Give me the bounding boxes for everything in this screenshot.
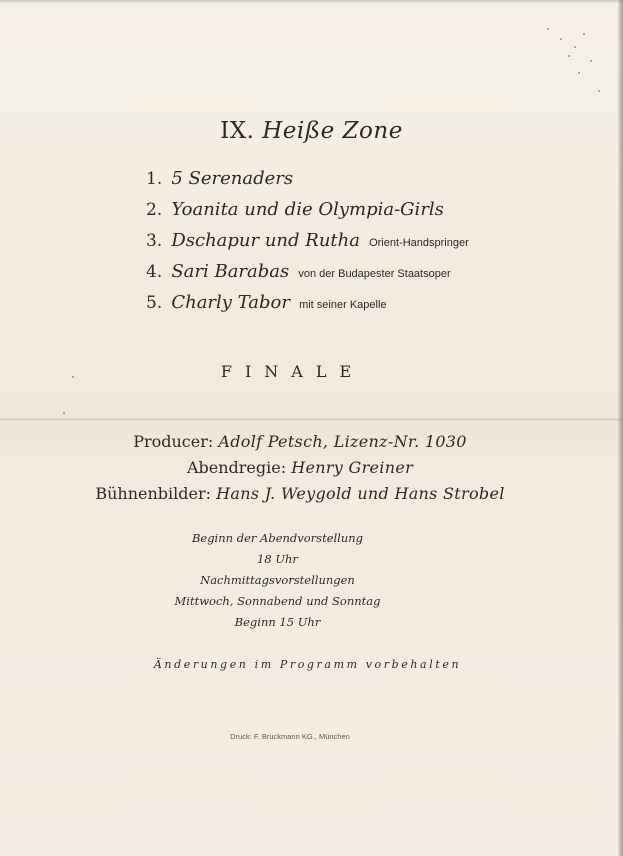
item-number: 5. bbox=[146, 293, 163, 313]
schedule-line: Mittwoch, Sonnabend und Sonntag bbox=[174, 594, 381, 608]
item-name: Sari Barabas bbox=[171, 261, 290, 282]
credit-value: Hans J. Weygold und Hans Strobel bbox=[216, 484, 505, 503]
schedule-line: Beginn 15 Uhr bbox=[234, 615, 321, 629]
item-description: Orient-Handspringer bbox=[369, 237, 469, 249]
credit-line bbox=[0, 458, 600, 484]
paper-speck bbox=[568, 55, 570, 57]
act-number: IX. bbox=[220, 118, 255, 144]
credit-label: Producer: bbox=[133, 432, 214, 451]
credit-label: Abendregie: bbox=[186, 458, 287, 477]
credit-line bbox=[0, 484, 600, 510]
item-name: Dschapur und Rutha bbox=[171, 230, 360, 251]
finale-heading: FINALE bbox=[220, 362, 365, 381]
act-heading bbox=[0, 118, 623, 144]
paper-top-edge bbox=[0, 0, 623, 4]
credit-label: Bühnenbilder: bbox=[95, 484, 212, 503]
program-list bbox=[146, 168, 606, 323]
list-item bbox=[146, 261, 606, 292]
item-description: von der Budapester Staatsoper bbox=[298, 268, 451, 280]
paper-speck bbox=[574, 46, 576, 48]
item-name: Yoanita und die Olympia-Girls bbox=[171, 199, 444, 220]
act-title: Heiße Zone bbox=[262, 118, 403, 144]
credit-value: Adolf Petsch, Lizenz-Nr. 1030 bbox=[218, 432, 467, 451]
item-description: mit seiner Kapelle bbox=[299, 299, 387, 311]
list-item bbox=[146, 199, 606, 230]
credit-value: Henry Greiner bbox=[291, 458, 414, 477]
item-name: 5 Serenaders bbox=[171, 168, 294, 189]
paper-speck bbox=[560, 38, 562, 40]
schedule-line: 18 Uhr bbox=[257, 552, 298, 566]
printer-imprint: Druck: F. Bruckmann KG., München bbox=[230, 732, 350, 741]
paper-speck bbox=[63, 412, 65, 414]
paper-speck bbox=[598, 90, 600, 92]
schedule-line: Beginn der Abendvorstellung bbox=[191, 531, 364, 545]
item-number: 3. bbox=[146, 231, 163, 251]
paper-speck bbox=[547, 28, 549, 30]
schedule-block bbox=[0, 531, 555, 636]
item-number: 4. bbox=[146, 262, 163, 282]
list-item bbox=[146, 168, 606, 199]
list-item bbox=[146, 292, 606, 323]
credit-line bbox=[0, 432, 600, 458]
paper-speck bbox=[583, 33, 585, 35]
paper-speck bbox=[578, 72, 580, 74]
item-number: 2. bbox=[146, 200, 163, 220]
item-name: Charly Tabor bbox=[171, 292, 290, 313]
schedule-line: Nachmittagsvorstellungen bbox=[200, 573, 355, 587]
credits-block bbox=[0, 432, 600, 510]
paper-speck bbox=[590, 60, 592, 62]
list-item bbox=[146, 230, 606, 261]
item-number: 1. bbox=[146, 169, 163, 189]
program-change-note: Änderungen im Programm vorbehalten bbox=[153, 658, 462, 671]
paper-fold-line bbox=[0, 418, 623, 421]
